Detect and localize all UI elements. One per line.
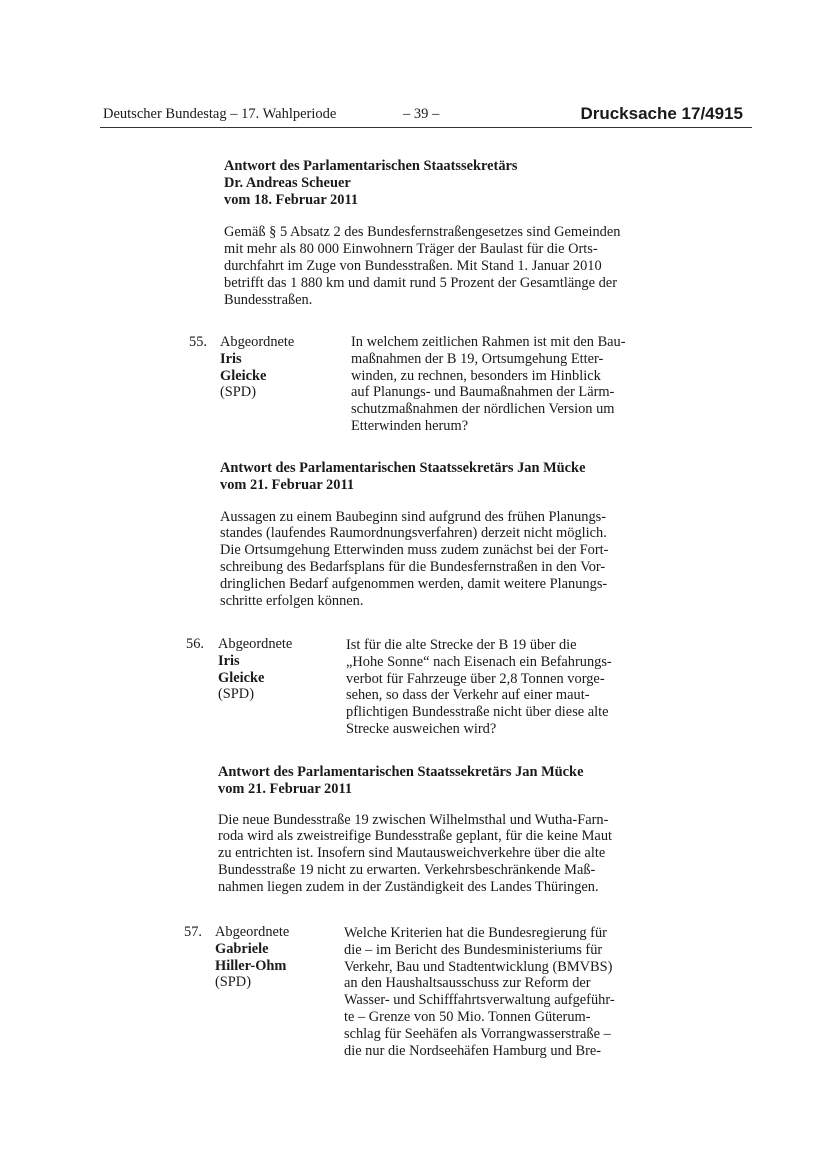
answer-heading-line: Dr. Andreas Scheuer <box>224 174 351 191</box>
asker-party: (SPD) <box>215 974 251 991</box>
answer-text <box>220 509 608 610</box>
header-publication: Deutscher Bundestag – 17. Wahlperiode <box>103 106 337 122</box>
text-line: durchfahrt im Zuge von Bundesstraßen. Mit Stand 1. Januar 2010 <box>224 257 602 274</box>
asker-last-name: Gleicke <box>218 669 265 686</box>
asker-role: Abgeordnete <box>220 334 295 350</box>
text-line: winden, zu rechnen, besonders im Hinblick <box>351 367 601 384</box>
answer-section-1 <box>224 158 620 308</box>
text-line: Bundesstraße 19 nicht zu erwarten. Verkehrsbeschränkende Maß- <box>218 861 596 878</box>
header-divider <box>100 127 752 128</box>
answer-heading <box>218 764 612 798</box>
text-line: schreibung des Bedarfsplans für die Bundesfernstraßen in den Vor- <box>220 558 606 575</box>
text-line: sehen, so dass der Verkehr auf einer maut- <box>346 687 590 704</box>
text-line: Etterwinden herum? <box>351 417 469 434</box>
text-line: die – im Bericht des Bundesministeriums für <box>344 941 603 958</box>
text-line: roda wird als zweistreifige Bundesstraße geplant, für die keine Maut <box>218 828 613 845</box>
text-line: „Hohe Sonne“ nach Eisenach ein Befahrungs- <box>346 653 612 670</box>
text-line: Die neue Bundesstraße 19 zwischen Wilhelmsthal und Wutha-Farn- <box>218 811 609 828</box>
question-number: 56. <box>186 636 204 652</box>
text-line: Aussagen zu einem Baubeginn sind aufgrund des frühen Planungs- <box>220 508 607 525</box>
text-line: Bundesstraßen. <box>224 291 313 308</box>
text-line: Wasser- und Schifffahrtsverwaltung aufgeführ- <box>344 992 615 1009</box>
text-line: schutzmaßnahmen der nördlichen Version um <box>351 401 615 418</box>
page-header <box>103 104 743 124</box>
question-number: 55. <box>189 334 207 350</box>
answer-text <box>224 224 620 308</box>
answer-heading-line: vom 21. Februar 2011 <box>220 476 355 493</box>
answer-heading-line: vom 18. Februar 2011 <box>224 191 359 208</box>
answer-heading-line: Antwort des Parlamentarischen Staatssekretärs Jan Mücke <box>218 764 584 780</box>
question-text <box>344 925 615 1059</box>
text-line: schritte erfolgen können. <box>220 592 364 609</box>
text-line: maßnahmen der B 19, Ortsumgehung Etter- <box>351 350 604 367</box>
asker-role: Abgeordnete <box>215 924 290 940</box>
page-number: – 39 – <box>403 106 440 122</box>
text-line: Die Ortsumgehung Etterwinden muss zudem zunächst bei der Fort- <box>220 542 609 559</box>
asker-party: (SPD) <box>220 384 256 401</box>
text-line: Ist für die alte Strecke der B 19 über die <box>346 637 577 653</box>
asker-party: (SPD) <box>218 686 254 703</box>
question-asker <box>218 636 292 703</box>
text-line: schlag für Seehäfen als Vorrangwasserstraße – <box>344 1025 611 1042</box>
text-line: nahmen liegen zudem in der Zuständigkeit des Landes Thüringen. <box>218 878 599 895</box>
answer-heading <box>224 158 620 208</box>
text-line: Strecke ausweichen wird? <box>346 720 497 737</box>
text-line: an den Haushaltsausschuss zur Reform der <box>344 975 591 992</box>
text-line: die nur die Nordseehäfen Hamburg und Bre- <box>344 1042 602 1059</box>
answer-section-2 <box>220 460 608 609</box>
question-asker <box>215 924 289 991</box>
asker-first-name: Iris <box>220 350 242 367</box>
text-line: In welchem zeitlichen Rahmen ist mit den Bau- <box>351 334 626 350</box>
text-line: betrifft das 1 880 km und damit rund 5 Prozent der Gesamtlänge der <box>224 274 617 291</box>
answer-section-3 <box>218 764 612 896</box>
asker-last-name: Gleicke <box>220 367 267 384</box>
text-line: Gemäß § 5 Absatz 2 des Bundesfernstraßengesetzes sind Gemeinden <box>224 224 621 241</box>
text-line: mit mehr als 80 000 Einwohnern Träger der Baulast für die Orts- <box>224 241 598 258</box>
text-line: verbot für Fahrzeuge über 2,8 Tonnen vorge- <box>346 670 605 687</box>
text-line: pflichtigen Bundesstraße nicht über diese alte <box>346 704 609 721</box>
answer-heading-line: vom 21. Februar 2011 <box>218 780 353 797</box>
answer-heading-line: Antwort des Parlamentarischen Staatssekretärs Jan Mücke <box>220 460 586 476</box>
text-line: standes (laufendes Raumordnungsverfahren) derzeit nicht möglich. <box>220 525 607 542</box>
answer-heading <box>220 460 608 494</box>
text-line: Welche Kriterien hat die Bundesregierung für <box>344 925 607 941</box>
answer-heading-line: Antwort des Parlamentarischen Staatssekretärs <box>224 158 518 174</box>
question-text <box>346 637 612 738</box>
question-asker <box>220 334 294 401</box>
text-line: zu entrichten ist. Insofern sind Mautausweichverkehre über die alte <box>218 845 606 862</box>
text-line: Verkehr, Bau und Stadtentwicklung (BMVBS) <box>344 958 613 975</box>
text-line: auf Planungs- und Baumaßnahmen der Lärm- <box>351 384 615 401</box>
asker-last-name: Hiller-Ohm <box>215 957 287 974</box>
question-number: 57. <box>184 924 202 940</box>
asker-first-name: Gabriele <box>215 940 269 957</box>
text-line: te – Grenze von 50 Mio. Tonnen Güterum- <box>344 1008 591 1025</box>
answer-text <box>218 812 612 896</box>
asker-first-name: Iris <box>218 652 240 669</box>
asker-role: Abgeordnete <box>218 636 293 652</box>
question-text <box>351 334 626 435</box>
document-number: Drucksache 17/4915 <box>580 104 743 123</box>
text-line: dringlichen Bedarf aufgenommen werden, damit weitere Planungs- <box>220 575 608 592</box>
